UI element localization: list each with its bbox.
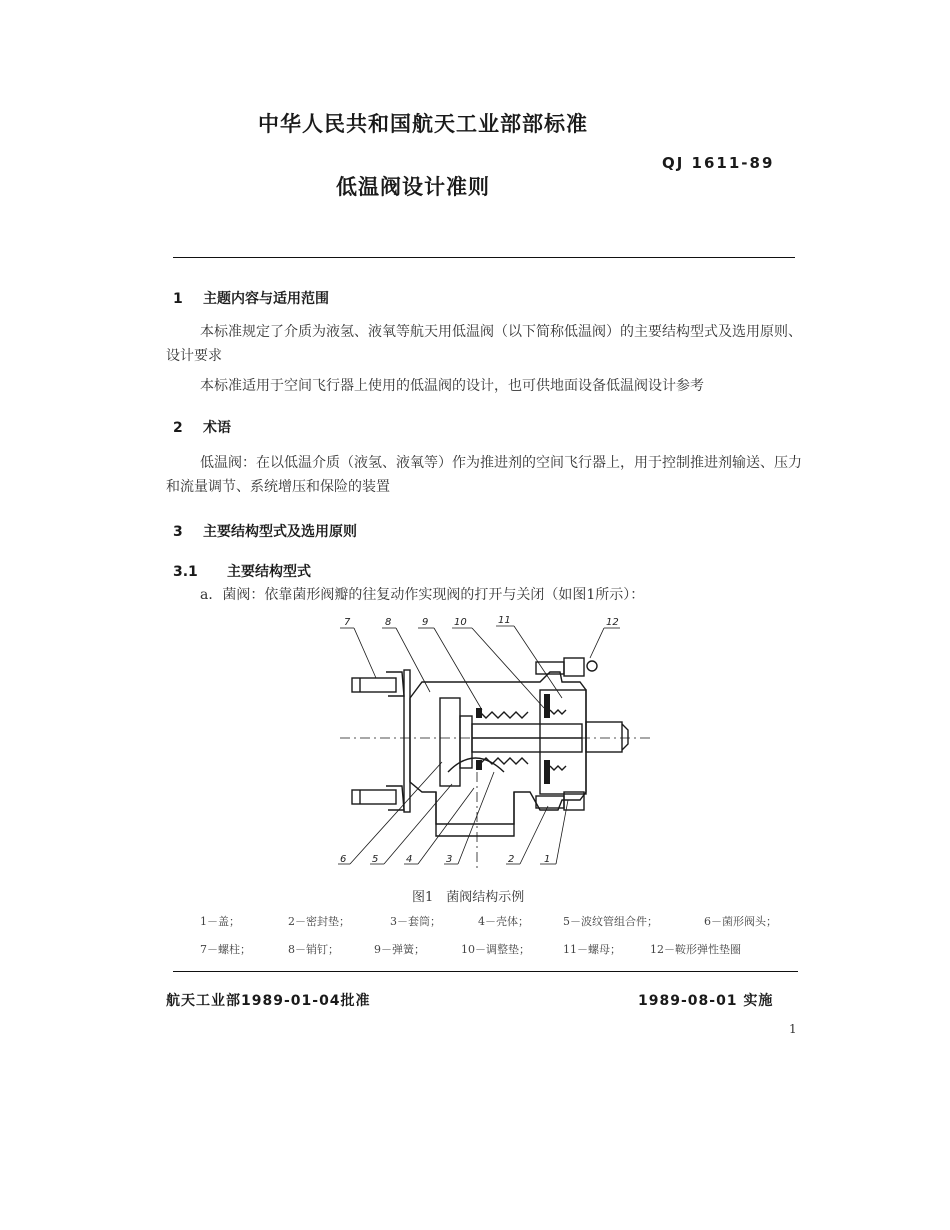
legend-8: 8－销钉； (288, 943, 339, 956)
callout-8: 8 (385, 617, 392, 628)
legend-10: 10－调整垫； (461, 943, 530, 956)
section-number: 3.1 (173, 564, 198, 580)
callout-3: 3 (446, 854, 453, 865)
section-title: 主题内容与适用范围 (203, 291, 329, 307)
section-1-heading (173, 288, 329, 308)
left-flange (386, 672, 404, 810)
standard-code: QJ 1611-89 (662, 154, 775, 172)
section-title: 主要结构型式 (227, 564, 311, 580)
stud-lower (352, 790, 396, 804)
legend-2: 2－密封垫； (288, 915, 350, 928)
approval-date: 航天工业部1989-01-04批准 (166, 993, 371, 1009)
legend-12: 12－鞍形弹性垫圈 (650, 943, 741, 956)
outlet-nozzle (586, 722, 622, 752)
section-2-heading (173, 417, 231, 437)
callout-10: 10 (454, 617, 467, 628)
legend-4: 4－壳体； (478, 915, 529, 928)
legend-11: 11－螺母； (563, 943, 621, 956)
stud-upper (352, 678, 396, 692)
section-number: 3 (173, 524, 183, 540)
footer-rule (173, 971, 798, 972)
item-a-mushroom-valve: a．菌阀：依靠菌形阀瓣的往复动作实现阀的打开与关闭（如图1所示）： (200, 587, 645, 603)
section-1-paragraph-2: 本标准适用于空间飞行器上使用的低温阀的设计，也可供地面设备低温阀设计参考 (200, 378, 704, 394)
legend-9: 9－弹簧； (374, 943, 425, 956)
valve-drawing (300, 612, 700, 874)
section-title: 主要结构型式及选用原则 (203, 524, 357, 540)
section-3-1-heading (173, 561, 311, 581)
legend-7: 7－螺柱； (200, 943, 251, 956)
callout-5: 5 (372, 854, 379, 865)
section-3-heading (173, 521, 357, 541)
legend-3: 3－套筒； (390, 915, 441, 928)
callout-1: 1 (544, 854, 551, 865)
section-1-paragraph-1: 本标准规定了介质为液氢、液氧等航天用低温阀（以下简称低温阀）的主要结构型式及选用原则、设计要求 (166, 324, 802, 364)
standard-title: 低温阀设计准则 (336, 175, 490, 199)
callout-12: 12 (606, 617, 619, 628)
callout-6: 6 (340, 854, 347, 865)
valve-disc (440, 698, 460, 786)
section-number: 1 (173, 291, 183, 307)
section-2-paragraph-1: 低温阀：在以低温介质（液氢、液氧等）作为推进剂的空间飞行器上，用于控制推进剂输送、压力和流量调节、系统增压和保险的装置 (166, 455, 802, 495)
legend-6: 6－菌形阀头； (704, 915, 777, 928)
callout-2: 2 (508, 854, 515, 865)
issuing-authority: 中华人民共和国航天工业部部标准 (258, 112, 588, 136)
callout-9: 9 (422, 617, 429, 628)
legend-1: 1－盖； (200, 915, 240, 928)
legend-5: 5－波纹管组合件； (563, 915, 658, 928)
outlet-pipe (436, 792, 514, 836)
header-rule (173, 257, 795, 258)
callout-7: 7 (344, 617, 351, 628)
callout-4: 4 (406, 854, 413, 865)
figure-caption: 图1 菌阀结构示例 (412, 890, 525, 905)
callout-11: 11 (498, 615, 511, 626)
effective-date: 1989-08-01 实施 (638, 993, 774, 1009)
section-title: 术语 (203, 420, 231, 436)
page-number: 1 (789, 1022, 797, 1036)
section-number: 2 (173, 420, 183, 436)
